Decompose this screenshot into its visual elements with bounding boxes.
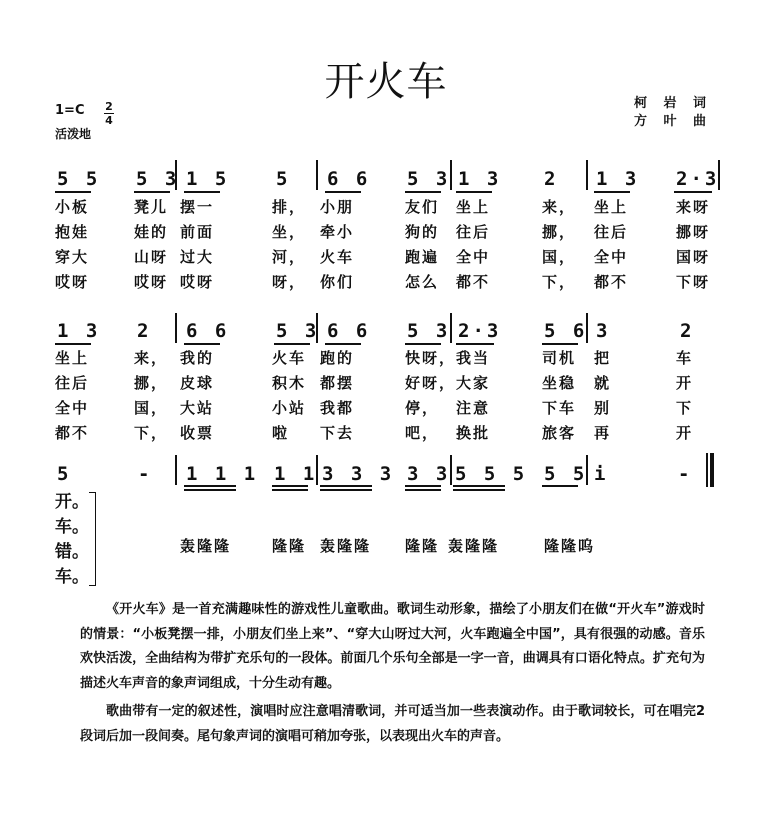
- lyric-cell: 跑遍: [405, 248, 440, 266]
- barline: [316, 160, 318, 190]
- lyric-cell: 跑的: [320, 349, 355, 367]
- underline: [272, 485, 308, 487]
- underline: [325, 343, 361, 345]
- note-group: 2·3: [676, 168, 720, 190]
- time-signature-bottom: 4: [105, 114, 113, 127]
- lyric-cell: 往后: [55, 374, 90, 392]
- underline: [55, 343, 91, 345]
- lyric-cell: 哎呀: [55, 273, 90, 291]
- underline: [184, 191, 220, 193]
- lyric-cell: 挪，: [134, 374, 169, 392]
- underline: [542, 343, 578, 345]
- lyric-cell: 坐上: [55, 349, 90, 367]
- note-group: 5 3: [407, 168, 451, 190]
- lyric-cell: 坐稳: [542, 374, 577, 392]
- lyric-cell: 你们: [320, 273, 355, 291]
- lyric-cell: 注意: [456, 399, 491, 417]
- underline: [272, 489, 308, 491]
- note-group: 1 3: [458, 168, 502, 190]
- lyric-cell: 坐上: [456, 198, 491, 216]
- lyric-cell: 下车: [542, 399, 577, 417]
- ending-lyric: 开。: [55, 492, 89, 512]
- lyric-cell: 我当: [456, 349, 491, 367]
- note-group: 5: [276, 168, 291, 190]
- ending-lyric: 车。: [55, 567, 89, 587]
- lyric-cell: 吧，: [405, 424, 440, 442]
- lyric-cell: 旅客: [542, 424, 577, 442]
- lyric-cell: 下去: [320, 424, 355, 442]
- lyric-cell: 哎呀: [180, 273, 215, 291]
- lyric-cell: 来，: [134, 349, 169, 367]
- note-group: i: [594, 463, 609, 485]
- lyric-cell: 都摆: [320, 374, 355, 392]
- ending-bracket: [89, 492, 96, 586]
- note-group: 1 3: [57, 320, 101, 342]
- underline: [320, 485, 372, 487]
- lyric-cell: 收票: [180, 424, 215, 442]
- lyric-cell: 司机: [542, 349, 577, 367]
- lyric-cell: 再: [594, 424, 612, 442]
- lyric-cell: 国，: [134, 399, 169, 417]
- underline: [320, 489, 372, 491]
- underline: [184, 343, 220, 345]
- lyric-cell: 好呀，: [405, 374, 457, 392]
- lyric-cell: 下，: [134, 424, 169, 442]
- lyric-cell: 把: [594, 349, 612, 367]
- lyric-cell: 快呀，: [405, 349, 457, 367]
- lyric-cell: 火车: [272, 349, 307, 367]
- lyric-cell: 国呀: [676, 248, 711, 266]
- underline: [456, 343, 494, 345]
- note-group: 5: [57, 463, 72, 485]
- lyric-cell: 来呀: [676, 198, 711, 216]
- lyric-cell: 穿大: [55, 248, 90, 266]
- lyric-cell: 娃的: [134, 223, 169, 241]
- lyric-cell: 抱娃: [55, 223, 90, 241]
- barline: [175, 455, 177, 485]
- note-group: 5 3: [407, 320, 451, 342]
- key-signature: 1=C: [55, 103, 85, 118]
- note-group: 6 6: [327, 168, 371, 190]
- underline: [134, 191, 170, 193]
- onomatopoeia: 隆隆: [405, 537, 440, 555]
- lyric-cell: 呀，: [272, 273, 307, 291]
- note-group: 2: [544, 168, 559, 190]
- note-group: 1 1: [274, 463, 318, 485]
- underline: [674, 191, 712, 193]
- onomatopoeia: 轰隆隆: [448, 537, 500, 555]
- lyric-cell: 狗的: [405, 223, 440, 241]
- lyric-cell: 挪呀: [676, 223, 711, 241]
- time-signature-top: 2: [105, 100, 113, 113]
- lyric-cell: 坐上: [594, 198, 629, 216]
- underline: [325, 191, 361, 193]
- underline: [405, 343, 441, 345]
- underline: [405, 489, 441, 491]
- lyric-cell: 全中: [594, 248, 629, 266]
- barline: [175, 313, 177, 343]
- ending-lyric: 错。: [55, 542, 89, 562]
- lyric-cell: 都不: [594, 273, 629, 291]
- note-group: 5 6: [544, 320, 588, 342]
- barline: [586, 160, 588, 190]
- note-group: 5 5 5: [455, 463, 528, 485]
- lyric-cell: 哎呀: [134, 273, 169, 291]
- lyric-cell: 小板: [55, 198, 90, 216]
- lyric-cell: 我的: [180, 349, 215, 367]
- lyric-cell: 摆一: [180, 198, 215, 216]
- ending-lyric: 车。: [55, 517, 89, 537]
- lyric-cell: 往后: [594, 223, 629, 241]
- underline: [184, 489, 236, 491]
- lyric-cell: 排，: [272, 198, 307, 216]
- lyric-cell: 都不: [456, 273, 491, 291]
- underline: [594, 191, 630, 193]
- lyric-cell: 停，: [405, 399, 440, 417]
- note-group: 6 6: [186, 320, 230, 342]
- lyric-cell: 河，: [272, 248, 307, 266]
- lyric-cell: 全中: [55, 399, 90, 417]
- underline: [453, 489, 505, 491]
- note-group: -: [138, 463, 153, 485]
- lyric-cell: 就: [594, 374, 612, 392]
- note-group: -: [678, 463, 693, 485]
- onomatopoeia: 轰隆隆: [320, 537, 372, 555]
- lyric-cell: 来，: [542, 198, 577, 216]
- song-description: [80, 598, 705, 749]
- note-group: 2·3: [458, 320, 502, 342]
- underline: [405, 485, 441, 487]
- final-barline-thin: [706, 453, 708, 487]
- note-group: 1 1 1: [186, 463, 259, 485]
- onomatopoeia: 隆隆呜: [544, 537, 596, 555]
- note-group: 3 3 3: [322, 463, 395, 485]
- lyric-cell: 牵小: [320, 223, 355, 241]
- lyric-cell: 前面: [180, 223, 215, 241]
- lyric-cell: 换批: [456, 424, 491, 442]
- lyric-cell: 挪，: [542, 223, 577, 241]
- lyric-cell: 我都: [320, 399, 355, 417]
- note-group: 2: [137, 320, 152, 342]
- lyric-cell: 开: [676, 424, 694, 442]
- note-group: 5 5: [57, 168, 101, 190]
- lyric-cell: 大站: [180, 399, 215, 417]
- underline: [55, 191, 91, 193]
- lyric-cell: 国，: [542, 248, 577, 266]
- lyric-cell: 大家: [456, 374, 491, 392]
- lyric-cell: 啦: [272, 424, 290, 442]
- tempo-marking: 活泼地: [55, 127, 92, 141]
- note-group: 1 5: [186, 168, 230, 190]
- underline: [184, 485, 236, 487]
- lyric-cell: 怎么: [405, 273, 440, 291]
- lyric-cell: 皮球: [180, 374, 215, 392]
- note-group: 1 3: [596, 168, 640, 190]
- underline: [456, 191, 492, 193]
- note-group: 5 3: [136, 168, 180, 190]
- note-group: 3: [596, 320, 611, 342]
- time-signature: [104, 100, 114, 127]
- underline: [453, 485, 505, 487]
- final-barline-thick: [710, 453, 714, 487]
- lyric-cell: 小站: [272, 399, 307, 417]
- lyric-cell: 下呀: [676, 273, 711, 291]
- onomatopoeia: 轰隆隆: [180, 537, 232, 555]
- description-paragraph: 《开火车》是一首充满趣味性的游戏性儿童歌曲。歌词生动形象，描绘了小朋友们在做“开火车”游戏时的情景：“小板凳摆一排，小朋友们坐上来”、“穿大山呀过大河，火车跑遍全中国”，具有很强的动感。音乐欢快活泼，全曲结构为带扩充乐句的一段体。前面几个乐句全部是一字一音，曲调具有口语化特点。扩充句为描述火车声音的象声词组成，十分生动有趣。: [80, 602, 705, 691]
- note-group: 6 6: [327, 320, 371, 342]
- lyric-cell: 车: [676, 349, 694, 367]
- ending-lyrics: [55, 490, 89, 590]
- lyric-cell: 都不: [55, 424, 90, 442]
- lyric-cell: 全中: [456, 248, 491, 266]
- lyric-cell: 下: [676, 399, 694, 417]
- underline: [405, 191, 441, 193]
- lyricist-credit: 柯 岩 词: [633, 96, 712, 111]
- underline: [274, 343, 310, 345]
- lyric-cell: 小朋: [320, 198, 355, 216]
- lyric-cell: 友们: [405, 198, 440, 216]
- composer-credit: 方 叶 曲: [633, 114, 712, 129]
- lyric-cell: 过大: [180, 248, 215, 266]
- lyric-cell: 坐，: [272, 223, 307, 241]
- lyric-cell: 火车: [320, 248, 355, 266]
- lyric-cell: 往后: [456, 223, 491, 241]
- lyric-cell: 凳儿: [134, 198, 169, 216]
- lyric-cell: 下，: [542, 273, 577, 291]
- note-group: 2: [680, 320, 695, 342]
- lyric-cell: 积木: [272, 374, 307, 392]
- note-group: 3 3: [407, 463, 451, 485]
- lyric-cell: 开: [676, 374, 694, 392]
- song-title: 开火车: [324, 59, 448, 105]
- onomatopoeia: 隆隆: [272, 537, 307, 555]
- underline: [542, 485, 578, 487]
- description-paragraph: 歌曲带有一定的叙述性，演唱时应注意唱清歌词，并可适当加一些表演动作。由于歌词较长，可在唱完2段词后加一段间奏。尾句象声词的演唱可稍加夸张，以表现出火车的声音。: [80, 704, 705, 744]
- note-group: 5 5: [544, 463, 588, 485]
- lyric-cell: 山呀: [134, 248, 169, 266]
- lyric-cell: 别: [594, 399, 612, 417]
- note-group: 5 3: [276, 320, 320, 342]
